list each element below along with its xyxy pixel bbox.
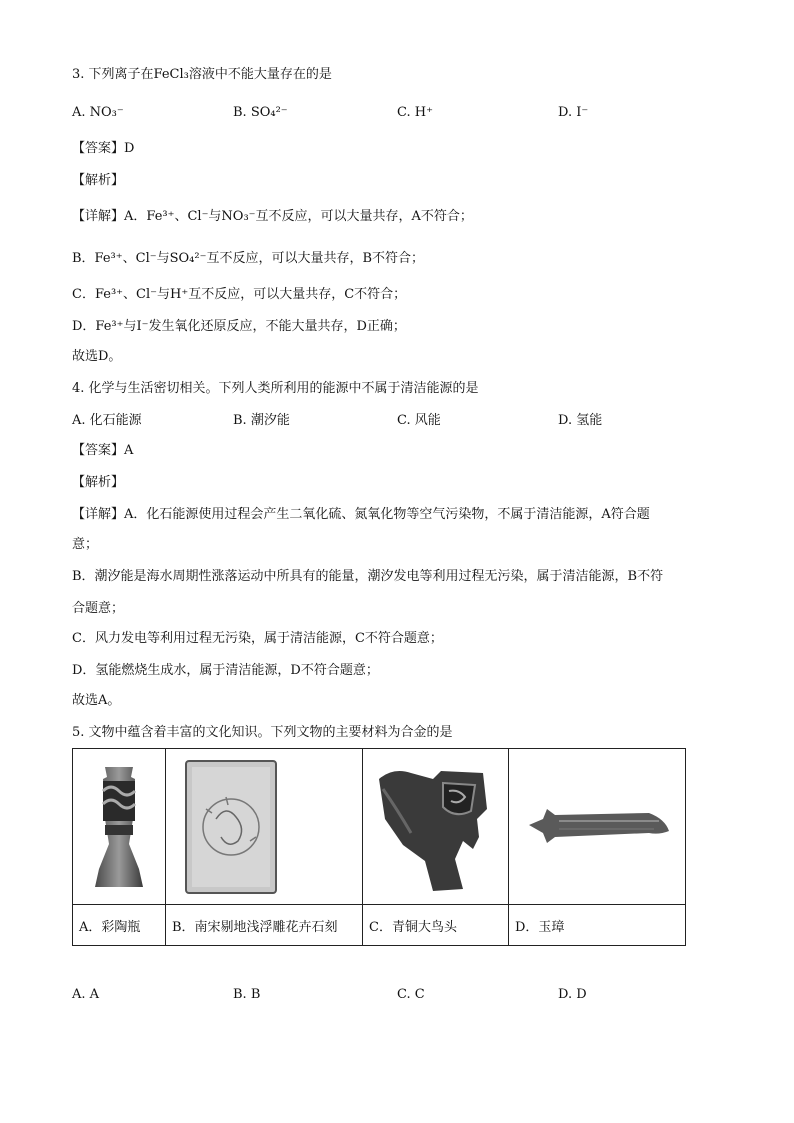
q3-conclusion: 故选D。 xyxy=(72,349,122,364)
q4-option-c: C. 风能 xyxy=(397,413,441,428)
q5-stem: 5. 文物中蕴含着丰富的文化知识。下列文物的主要材料为合金的是 xyxy=(72,725,453,740)
q3-explain-b: B．Fe³⁺、Cl⁻与SO₄²⁻互不反应，可以大量共存，B不符合； xyxy=(72,251,424,266)
q5-option-b: B. B xyxy=(233,987,261,1002)
artifact-caption-a: A．彩陶瓶 xyxy=(73,905,166,946)
q3-explain-a: 【详解】A．Fe³⁺、Cl⁻与NO₃⁻互不反应，可以大量共存，A不符合； xyxy=(72,209,473,224)
q3-stem: 3. 下列离子在FeCl₃溶液中不能大量存在的是 xyxy=(72,67,332,82)
artifact-caption-d: D．玉璋 xyxy=(509,905,686,946)
q4-explain-b: B．潮汐能是海水周期性涨落运动中所具有的能量，潮汐发电等利用过程无污染，属于清洁能源，B不符 xyxy=(72,569,664,584)
q3-analysis-tag: 【解析】 xyxy=(72,173,125,188)
q3-option-a: A. NO₃⁻ xyxy=(72,105,124,120)
q4-answer-line xyxy=(72,442,133,460)
q3-option-c: C. H⁺ xyxy=(397,105,433,120)
artifact-table xyxy=(72,748,686,946)
q4-option-d: D. 氢能 xyxy=(558,413,603,428)
q4-explain-a-cont: 意； xyxy=(72,537,99,552)
answer-tag: 【答案】 xyxy=(72,141,125,156)
q4-conclusion: 故选A。 xyxy=(72,693,121,708)
q5-option-c: C. C xyxy=(397,987,425,1002)
artifact-image-a xyxy=(73,749,166,905)
q4-analysis-tag: 【解析】 xyxy=(72,475,125,490)
artifact-image-d xyxy=(509,749,686,905)
q4-explain-c: C．风力发电等利用过程无污染，属于清洁能源，C不符合题意； xyxy=(72,631,443,646)
q4-option-a: A. 化石能源 xyxy=(72,413,142,428)
artifact-caption-b: B．南宋剔地浅浮雕花卉石刻 xyxy=(166,905,363,946)
q3-option-d: D. I⁻ xyxy=(558,105,589,120)
q3-answer: D xyxy=(124,141,135,156)
q4-option-b: B. 潮汐能 xyxy=(233,413,290,428)
q3-option-b: B. SO₄²⁻ xyxy=(233,105,288,120)
answer-tag: 【答案】 xyxy=(72,443,125,458)
q4-answer: A xyxy=(124,443,134,458)
q3-explain-d: D．Fe³⁺与I⁻发生氧化还原反应，不能大量共存，D正确； xyxy=(72,319,406,334)
q4-explain-d: D．氢能燃烧生成水，属于清洁能源，D不符合题意； xyxy=(72,663,379,678)
q4-explain-b-cont: 合题意； xyxy=(72,601,125,616)
q3-explain-c: C．Fe³⁺、Cl⁻与H⁺互不反应，可以大量共存，C不符合； xyxy=(72,287,407,302)
q4-stem: 4. 化学与生活密切相关。下列人类所利用的能源中不属于清洁能源的是 xyxy=(72,381,479,396)
q5-option-a: A. A xyxy=(72,987,100,1002)
q5-option-d: D. D xyxy=(558,987,587,1002)
q4-explain-a: 【详解】A．化石能源使用过程会产生二氧化硫、氮氧化物等空气污染物，不属于清洁能源，A符合题 xyxy=(72,507,650,522)
artifact-image-b xyxy=(166,749,363,905)
q3-answer-line xyxy=(72,140,134,158)
artifact-image-c xyxy=(363,749,509,905)
artifact-caption-c: C．青铜大鸟头 xyxy=(363,905,509,946)
